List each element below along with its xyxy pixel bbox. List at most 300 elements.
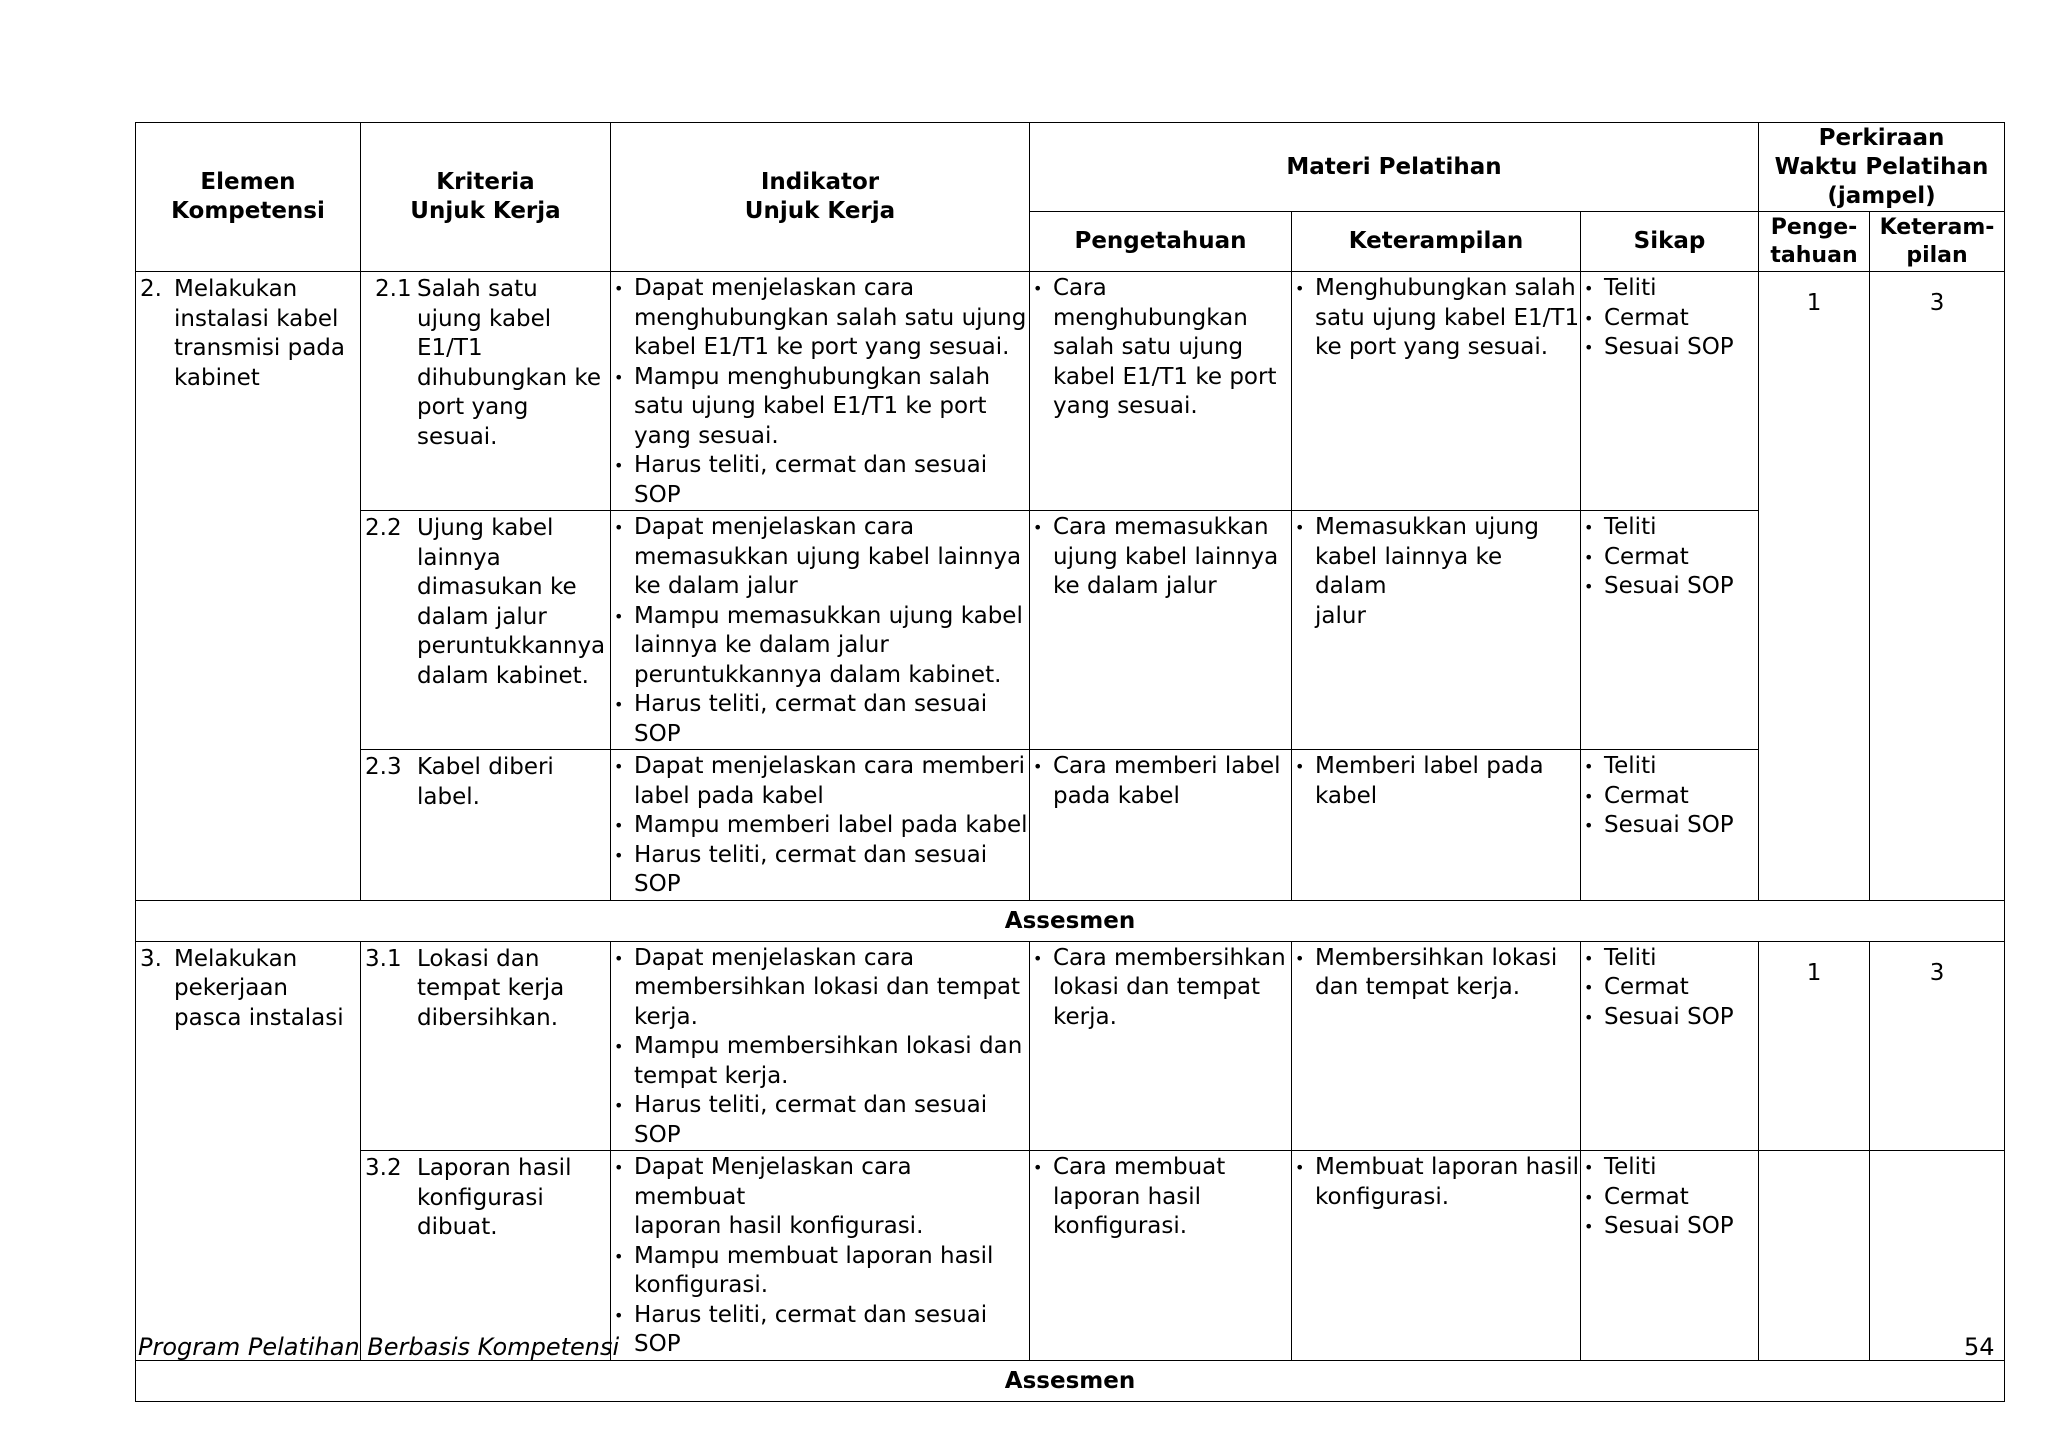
header-sub-keterampilan — [1870, 212, 2005, 272]
kriteria-line: Lokasi dan — [417, 945, 540, 972]
elemen-line: Melakukan — [174, 276, 298, 302]
keterampilan-list-item — [1294, 944, 1580, 1003]
indikator-cell — [611, 511, 1030, 750]
sikap-item — [1583, 973, 1758, 1003]
header-indikator-line2: Unjuk Kerja — [744, 198, 896, 224]
bullet-icon: • — [1033, 518, 1043, 537]
jampel-keterampilan — [1870, 1151, 2005, 1361]
indikator-list — [611, 942, 1029, 1151]
sikap-item — [1583, 1183, 1758, 1213]
sikap-item — [1583, 274, 1758, 304]
header-indikator-line1: Indikator — [760, 169, 880, 195]
kriteria-number: 3.2 — [365, 1155, 402, 1181]
indikator-list-line: lainnya ke dalam jalur — [634, 632, 889, 658]
bullet-icon: • — [1584, 308, 1594, 328]
bullet-icon: • — [1584, 338, 1594, 357]
elemen-line: transmisi pada — [174, 335, 345, 361]
keterampilan-list-line: jalur — [1315, 602, 1366, 629]
pengetahuan-list-line: ke dalam jalur — [1053, 573, 1217, 599]
kriteria-text — [417, 1154, 610, 1243]
indikator-list-text — [634, 1032, 1029, 1091]
indikator-list-text — [634, 1242, 1029, 1301]
elemen-text — [174, 275, 345, 393]
kriteria-unjuk-kerja — [361, 750, 610, 812]
keterampilan-list-item — [1294, 274, 1580, 363]
indikator-list-item — [613, 752, 1029, 811]
keterampilan-list — [1292, 272, 1580, 363]
sikap-cell — [1581, 1151, 1759, 1361]
header-perkiraan-line3: (jampel) — [1827, 183, 1936, 209]
pengetahuan-list-line: Cara menghubungkan — [1053, 275, 1248, 331]
sikap-item — [1583, 333, 1758, 363]
sikap-text: Cermat — [1604, 304, 1689, 331]
header-kriteria — [361, 123, 611, 272]
bullet-icon: • — [1584, 816, 1594, 835]
table-row — [136, 750, 2005, 901]
bullet-icon: • — [614, 1305, 624, 1325]
indikator-list-text — [634, 363, 1029, 452]
bullet-icon: • — [1584, 577, 1594, 596]
assesmen-row — [136, 1360, 2005, 1401]
bullet-icon: • — [1584, 1187, 1594, 1207]
table-row — [136, 511, 2005, 750]
bullet-icon: • — [1584, 1217, 1594, 1236]
sikap-text: Teliti — [1604, 1154, 1657, 1180]
kriteria-line: label. — [417, 783, 480, 810]
keterampilan-list-line: konfigurasi. — [1315, 1183, 1450, 1210]
indikator-list-line: Dapat Menjelaskan cara membuat — [634, 1154, 912, 1210]
indikator-list-line: Harus teliti, cermat dan sesuai SOP — [634, 841, 988, 897]
indikator-list-line: Dapat menjelaskan cara memberi — [634, 753, 1026, 779]
pengetahuan-list-line: konfigurasi. — [1053, 1213, 1188, 1239]
header-pengetahuan: Pengetahuan — [1030, 212, 1292, 272]
pengetahuan-list-line: kabel E1/T1 ke port — [1053, 363, 1277, 390]
indikator-list-line: satu ujung kabel E1/T1 ke port — [634, 393, 987, 419]
sikap-list — [1581, 1151, 1758, 1242]
pengetahuan-list-line: yang sesuai. — [1053, 393, 1198, 419]
elemen-number: 2. — [140, 276, 162, 302]
bullet-icon: • — [1295, 1158, 1305, 1177]
indikator-list-text — [634, 811, 1029, 841]
indikator-list-line: Dapat menjelaskan cara — [634, 944, 915, 971]
kriteria-cell — [361, 1151, 611, 1361]
header-kriteria-line1: Kriteria — [436, 169, 535, 195]
header-elemen — [136, 123, 361, 272]
indikator-list-line: Harus teliti, cermat dan sesuai SOP — [634, 691, 988, 747]
kriteria-line: E1/T1 — [417, 335, 483, 361]
indikator-list — [611, 272, 1029, 510]
keterampilan-list-text — [1315, 274, 1580, 363]
sikap-text: Cermat — [1604, 974, 1689, 1000]
keterampilan-list-line: Memasukkan ujung — [1315, 514, 1539, 540]
bullet-icon: • — [1295, 757, 1305, 776]
pengetahuan-cell — [1030, 511, 1292, 750]
indikator-list-item — [613, 602, 1029, 691]
sikap-list — [1581, 511, 1758, 602]
header-perkiraan-line1: Perkiraan — [1818, 125, 1945, 151]
keterampilan-list-text — [1315, 944, 1580, 1003]
indikator-list-line: konfigurasi. — [634, 1272, 769, 1298]
keterampilan-list-line: ke port yang sesuai. — [1315, 334, 1549, 360]
sikap-cell — [1581, 750, 1759, 901]
indikator-list-text — [634, 1091, 1029, 1150]
jampel-pengetahuan: 1 — [1759, 272, 1870, 901]
sikap-item — [1583, 944, 1758, 974]
page-number: 54 — [1964, 1333, 1995, 1361]
indikator-list — [611, 1151, 1029, 1360]
indikator-list-text — [634, 841, 1029, 900]
pengetahuan-list-line: salah satu ujung — [1053, 334, 1244, 360]
indikator-list-line: Harus teliti, cermat dan sesuai SOP — [634, 452, 988, 508]
bullet-icon: • — [1584, 547, 1594, 567]
bullet-icon: • — [1033, 757, 1043, 776]
kriteria-cell — [361, 511, 611, 750]
elemen-line: pasca instalasi — [174, 1004, 344, 1031]
keterampilan-list — [1292, 1151, 1580, 1212]
table-body — [136, 272, 2005, 1402]
jampel-keterampilan: 3 — [1870, 272, 2005, 901]
keterampilan-list-line: satu ujung kabel E1/T1 — [1315, 304, 1580, 331]
sikap-text: Sesuai SOP — [1604, 1213, 1734, 1239]
bullet-icon: • — [614, 948, 624, 968]
sikap-item — [1583, 543, 1758, 573]
pengetahuan-list-text — [1053, 274, 1291, 422]
pengetahuan-cell — [1030, 272, 1292, 511]
indikator-list-line: laporan hasil konfigurasi. — [634, 1213, 924, 1239]
keterampilan-cell — [1292, 750, 1581, 901]
elemen-text — [174, 945, 344, 1034]
indikator-list-item — [613, 1032, 1029, 1091]
header-keterampilan: Keterampilan — [1292, 212, 1581, 272]
keterampilan-list — [1292, 750, 1580, 811]
pengetahuan-list — [1030, 1151, 1291, 1242]
bullet-icon: • — [614, 456, 624, 475]
keterampilan-list — [1292, 942, 1580, 1003]
bullet-icon: • — [1033, 948, 1043, 968]
keterampilan-cell — [1292, 941, 1581, 1151]
assesmen-row — [136, 900, 2005, 941]
indikator-list-line: Dapat menjelaskan cara — [634, 514, 915, 540]
indikator-list-line: yang sesuai. — [634, 422, 779, 449]
keterampilan-list-line: Membuat laporan hasil — [1315, 1154, 1580, 1180]
table-row — [136, 272, 2005, 511]
bullet-icon: • — [614, 279, 624, 298]
indikator-cell — [611, 272, 1030, 511]
indikator-cell — [611, 1151, 1030, 1361]
indikator-list-item — [613, 451, 1029, 510]
table-row — [136, 1151, 2005, 1361]
indikator-list-text — [634, 752, 1029, 811]
pengetahuan-list-line: Cara memberi label — [1053, 753, 1281, 779]
kriteria-line: dalam kabinet. — [417, 662, 589, 689]
keterampilan-list-item — [1294, 1153, 1580, 1212]
header-sub-keterampilan-line1: Keteram- — [1879, 214, 1995, 240]
bullet-icon: • — [1584, 1158, 1594, 1177]
indikator-list-line: menghubungkan salah satu ujung — [634, 304, 1027, 331]
jampel-keterampilan: 3 — [1870, 941, 2005, 1151]
keterampilan-cell — [1292, 511, 1581, 750]
kriteria-number: 2.1 — [375, 276, 412, 302]
competency-table — [135, 122, 2005, 1402]
indikator-list-line: Mampu membuat laporan hasil — [634, 1242, 994, 1269]
sikap-list — [1581, 272, 1758, 363]
bullet-icon: • — [614, 816, 624, 835]
kriteria-text — [417, 753, 610, 812]
indikator-list-text — [634, 513, 1029, 602]
indikator-list-line: memasukkan ujung kabel lainnya — [634, 543, 1022, 570]
indikator-list-line: Mampu memasukkan ujung kabel — [634, 602, 1023, 629]
indikator-list-line: label pada kabel — [634, 782, 824, 809]
pengetahuan-list-line: lokasi dan tempat — [1053, 974, 1261, 1000]
elemen-kompetensi — [136, 942, 360, 1034]
bullet-icon: • — [1295, 518, 1305, 537]
elemen-cell — [136, 941, 361, 1360]
sikap-cell — [1581, 272, 1759, 511]
bullet-icon: • — [1584, 1007, 1594, 1027]
sikap-text: Sesuai SOP — [1604, 1003, 1734, 1030]
sikap-cell — [1581, 511, 1759, 750]
sikap-text: Sesuai SOP — [1604, 812, 1734, 838]
pengetahuan-list-line: Cara memasukkan — [1053, 514, 1269, 540]
pengetahuan-list-line: Cara membersihkan — [1053, 944, 1286, 971]
indikator-list-line: membersihkan lokasi dan tempat — [634, 974, 1021, 1000]
kriteria-unjuk-kerja — [361, 942, 610, 1034]
indikator-cell — [611, 750, 1030, 901]
kriteria-line: lainnya — [417, 544, 501, 571]
sikap-item — [1583, 1212, 1758, 1242]
kriteria-line: Kabel diberi — [417, 754, 554, 780]
keterampilan-list-line: Menghubungkan salah — [1315, 275, 1576, 301]
indikator-list-line: Dapat menjelaskan cara — [634, 275, 915, 301]
indikator-list-item — [613, 1301, 1029, 1360]
header-perkiraan-line2: Waktu Pelatihan — [1774, 154, 1989, 180]
kriteria-line: tempat kerja — [417, 975, 565, 1001]
keterampilan-list-line: kabel — [1315, 782, 1378, 809]
keterampilan-list-line: Memberi label pada — [1315, 753, 1544, 779]
sikap-item — [1583, 811, 1758, 841]
indikator-cell — [611, 941, 1030, 1151]
kriteria-line: peruntukkannya — [417, 633, 606, 659]
sikap-text: Teliti — [1604, 753, 1657, 779]
bullet-icon: • — [614, 367, 624, 387]
elemen-line: pekerjaan — [174, 975, 289, 1001]
indikator-list-line: kerja. — [634, 1003, 698, 1030]
kriteria-unjuk-kerja — [361, 1151, 610, 1243]
pengetahuan-cell — [1030, 750, 1292, 901]
kriteria-unjuk-kerja — [361, 511, 610, 691]
pengetahuan-list-line: pada kabel — [1053, 782, 1180, 809]
indikator-list-item — [613, 1242, 1029, 1301]
keterampilan-list-line: Membersihkan lokasi — [1315, 944, 1558, 971]
keterampilan-list-item — [1294, 513, 1580, 631]
keterampilan-list-text — [1315, 1153, 1580, 1212]
indikator-list-item — [613, 274, 1029, 363]
kriteria-number: 2.3 — [365, 754, 402, 780]
pengetahuan-list — [1030, 272, 1291, 422]
header-indikator — [611, 123, 1030, 272]
kriteria-line: Salah satu — [417, 276, 538, 302]
elemen-kompetensi — [136, 272, 360, 393]
pengetahuan-list-text — [1053, 752, 1291, 811]
elemen-line: instalasi kabel — [174, 305, 339, 332]
bullet-icon: • — [1295, 948, 1305, 968]
pengetahuan-list-text — [1053, 944, 1291, 1033]
pengetahuan-list-item — [1032, 274, 1291, 422]
indikator-list-item — [613, 513, 1029, 602]
kriteria-line: konfigurasi — [417, 1184, 544, 1211]
kriteria-line: dimasukan ke — [417, 574, 577, 600]
bullet-icon: • — [614, 845, 624, 865]
keterampilan-list-text — [1315, 513, 1580, 631]
indikator-list — [611, 511, 1029, 749]
indikator-list-item — [613, 690, 1029, 749]
sikap-text: Teliti — [1604, 514, 1657, 540]
sikap-item — [1583, 572, 1758, 602]
header-sub-keterampilan-line2: pilan — [1906, 242, 1968, 268]
pengetahuan-cell — [1030, 1151, 1292, 1361]
indikator-list-item — [613, 1153, 1029, 1242]
pengetahuan-list — [1030, 750, 1291, 811]
bullet-icon: • — [614, 1096, 624, 1115]
sikap-text: Sesuai SOP — [1604, 573, 1734, 599]
indikator-list-line: kabel E1/T1 ke port yang sesuai. — [634, 334, 1010, 360]
kriteria-line: Laporan hasil — [417, 1155, 572, 1181]
header-sub-pengetahuan — [1759, 212, 1870, 272]
indikator-list-item — [613, 944, 1029, 1033]
table-row — [136, 941, 2005, 1151]
sikap-list — [1581, 942, 1758, 1033]
indikator-list-text — [634, 944, 1029, 1033]
bullet-icon: • — [614, 1037, 624, 1056]
header-kriteria-line2: Unjuk Kerja — [410, 198, 561, 224]
jampel-pengetahuan — [1759, 1151, 1870, 1361]
keterampilan-list-text — [1315, 752, 1580, 811]
pengetahuan-list-line: kerja. — [1053, 1003, 1117, 1030]
kriteria-line: Ujung kabel — [417, 515, 554, 541]
sikap-item — [1583, 752, 1758, 782]
kriteria-number: 2.2 — [365, 515, 402, 541]
bullet-icon: • — [614, 606, 624, 626]
bullet-icon: • — [1584, 757, 1594, 776]
kriteria-line: dibuat. — [417, 1214, 498, 1240]
sikap-text: Teliti — [1604, 275, 1657, 301]
indikator-list-line: peruntukkannya dalam kabinet. — [634, 661, 1002, 688]
footer-title: Program Pelatihan Berbasis Kompetensi — [138, 1333, 620, 1361]
keterampilan-cell — [1292, 272, 1581, 511]
indikator-list-line: Harus teliti, cermat dan sesuai SOP — [634, 1092, 988, 1148]
elemen-line: kabinet — [174, 364, 260, 391]
indikator-list-line: tempat kerja. — [634, 1062, 789, 1089]
bullet-icon: • — [1584, 948, 1594, 968]
pengetahuan-list-text — [1053, 513, 1291, 602]
sikap-cell — [1581, 941, 1759, 1151]
kriteria-text — [417, 275, 610, 452]
header-elemen-line2: Kompetensi — [171, 198, 325, 224]
sikap-item — [1583, 513, 1758, 543]
header-perkiraan — [1759, 123, 2005, 212]
bullet-icon: • — [1584, 518, 1594, 537]
indikator-list-text — [634, 1153, 1029, 1242]
header-materi: Materi Pelatihan — [1030, 123, 1759, 212]
indikator-list-text — [634, 274, 1029, 363]
header-sikap: Sikap — [1581, 212, 1759, 272]
bullet-icon: • — [614, 518, 624, 537]
indikator-list-line: Mampu menghubungkan salah — [634, 363, 991, 390]
kriteria-line: sesuai. — [417, 423, 498, 450]
indikator-list-text — [634, 1301, 1029, 1360]
indikator-list-item — [613, 811, 1029, 841]
sikap-text: Cermat — [1604, 543, 1689, 570]
indikator-list-item — [613, 841, 1029, 900]
pengetahuan-list-line: ujung kabel lainnya — [1053, 543, 1279, 570]
kriteria-line: port yang — [417, 394, 529, 420]
pengetahuan-list-item — [1032, 1153, 1291, 1242]
pengetahuan-list-line: Cara membuat — [1053, 1154, 1226, 1180]
sikap-list — [1581, 750, 1758, 841]
kriteria-cell — [361, 941, 611, 1151]
sikap-item — [1583, 782, 1758, 812]
sikap-text: Cermat — [1604, 782, 1689, 809]
sikap-item — [1583, 1153, 1758, 1183]
keterampilan-list-line: kabel lainnya ke dalam — [1315, 543, 1503, 599]
keterampilan-list — [1292, 511, 1580, 631]
pengetahuan-list-text — [1053, 1153, 1291, 1242]
assesmen-label: Assesmen — [136, 900, 2005, 941]
pengetahuan-list-item — [1032, 752, 1291, 811]
header-sub-pengetahuan-line1: Penge- — [1770, 214, 1858, 240]
bullet-icon: • — [614, 1158, 624, 1177]
table-header — [136, 123, 2005, 272]
elemen-number: 3. — [140, 945, 162, 972]
indikator-list-item — [613, 1091, 1029, 1150]
indikator-list — [611, 750, 1029, 900]
kriteria-cell — [361, 272, 611, 511]
bullet-icon: • — [1584, 279, 1594, 298]
sikap-text: Cermat — [1604, 1183, 1689, 1210]
bullet-icon: • — [1584, 786, 1594, 806]
keterampilan-list-item — [1294, 752, 1580, 811]
kriteria-line: ujung kabel — [417, 305, 552, 332]
sikap-item — [1583, 1003, 1758, 1033]
elemen-line: Melakukan — [174, 945, 298, 972]
kriteria-cell — [361, 750, 611, 901]
indikator-list-line: Harus teliti, cermat dan sesuai SOP — [634, 1301, 988, 1357]
bullet-icon: • — [1295, 279, 1305, 298]
elemen-cell — [136, 272, 361, 901]
indikator-list-text — [634, 451, 1029, 510]
sikap-item — [1583, 304, 1758, 334]
kriteria-unjuk-kerja — [361, 272, 610, 452]
pengetahuan-list-item — [1032, 944, 1291, 1033]
kriteria-line: dalam jalur — [417, 603, 547, 630]
header-sub-pengetahuan-line2: tahuan — [1770, 242, 1858, 268]
bullet-icon: • — [1033, 279, 1043, 298]
pengetahuan-list-item — [1032, 513, 1291, 602]
kriteria-number: 3.1 — [365, 945, 402, 972]
pengetahuan-list-line: laporan hasil — [1053, 1183, 1202, 1210]
kriteria-line: dibersihkan. — [417, 1004, 559, 1031]
bullet-icon: • — [614, 695, 624, 714]
pengetahuan-list — [1030, 942, 1291, 1033]
bullet-icon: • — [1584, 978, 1594, 997]
pengetahuan-cell — [1030, 941, 1292, 1151]
header-elemen-line1: Elemen — [200, 169, 296, 195]
indikator-list-text — [634, 690, 1029, 749]
keterampilan-cell — [1292, 1151, 1581, 1361]
sikap-text: Teliti — [1604, 944, 1657, 971]
indikator-list-item — [613, 363, 1029, 452]
assesmen-label: Assesmen — [136, 1360, 2005, 1401]
